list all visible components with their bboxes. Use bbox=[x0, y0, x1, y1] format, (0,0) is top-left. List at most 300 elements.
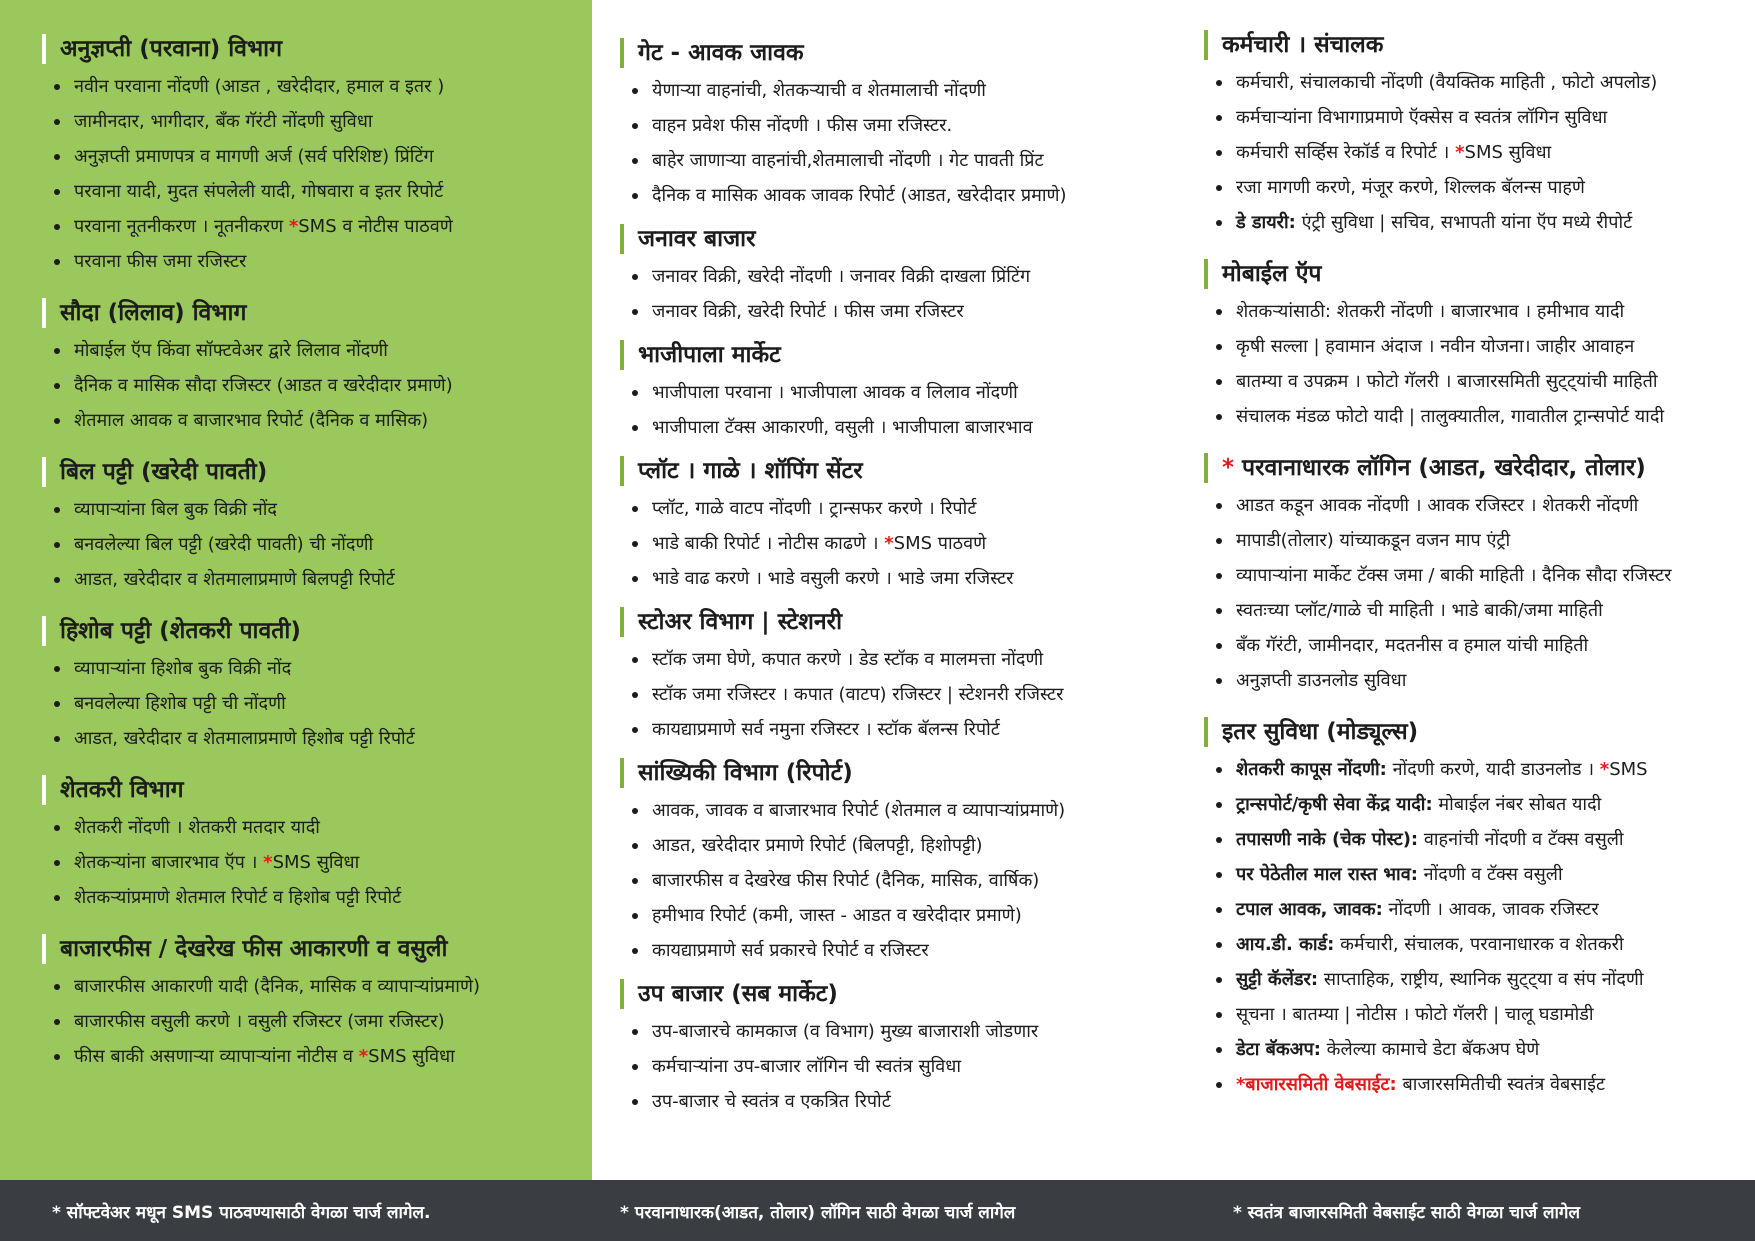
bullet-icon bbox=[632, 692, 638, 698]
feature-item bbox=[48, 528, 574, 563]
section-title-text: बाजारफीस / देखरेख फीस आकारणी व वसुली bbox=[60, 936, 448, 962]
bullet-icon bbox=[1216, 185, 1222, 191]
feature-list bbox=[1204, 489, 1747, 699]
feature-item-text: शेतकऱ्यांसाठी: शेतकरी नोंदणी । बाजारभाव । हमीभाव यादी bbox=[1236, 301, 1625, 322]
feature-item bbox=[626, 527, 1176, 562]
bullet-icon bbox=[632, 948, 638, 954]
feature-section bbox=[42, 34, 574, 280]
feature-item bbox=[48, 404, 574, 439]
feature-item-text: आडत, खरेदीदार व शेतमालाप्रमाणे बिलपट्टी रिपोर्ट bbox=[74, 569, 395, 590]
feature-item bbox=[48, 493, 574, 528]
feature-item bbox=[1210, 928, 1747, 963]
feature-section bbox=[620, 758, 1176, 969]
feature-item bbox=[48, 70, 574, 105]
feature-item-text: आडत कडून आवक नोंदणी । आवक रजिस्टर । शेतकरी नोंदणी bbox=[1236, 495, 1639, 516]
bullet-icon bbox=[54, 1019, 60, 1025]
feature-item-text: कर्मचाऱ्यांना उप-बाजार लॉगिन ची स्वतंत्र सुविधा bbox=[652, 1056, 962, 1077]
feature-item-text: स्टॉक जमा रजिस्टर । कपात (वाटप) रजिस्टर | स्टेशनरी रजिस्टर bbox=[652, 684, 1064, 705]
bullet-icon bbox=[54, 542, 60, 548]
bullet-icon bbox=[1216, 802, 1222, 808]
bullet-icon bbox=[1216, 80, 1222, 86]
feature-item-text: बाहेर जाणाऱ्या वाहनांची,शेतमालाची नोंदणी । गेट पावती प्रिंट bbox=[652, 150, 1044, 171]
feature-item bbox=[48, 175, 574, 210]
feature-list bbox=[1204, 753, 1747, 1103]
feature-item bbox=[48, 1040, 574, 1075]
asterisk-mark: * bbox=[288, 216, 299, 237]
column-left bbox=[0, 0, 592, 1180]
section-title bbox=[42, 457, 574, 487]
feature-item-label: शेतकरी कापूस नोंदणी: bbox=[1236, 759, 1387, 780]
feature-list bbox=[620, 1015, 1176, 1120]
bullet-icon bbox=[632, 1099, 638, 1105]
bullet-icon bbox=[54, 825, 60, 831]
bullet-icon bbox=[632, 1064, 638, 1070]
bullet-icon bbox=[54, 383, 60, 389]
feature-item bbox=[1210, 1033, 1747, 1068]
asterisk-mark: * bbox=[1222, 455, 1243, 481]
feature-section bbox=[1204, 453, 1747, 699]
feature-item-text: प्लॉट, गाळे वाटप नोंदणी । ट्रान्सफर करणे । रिपोर्ट bbox=[652, 498, 977, 519]
feature-section bbox=[620, 340, 1176, 446]
feature-item bbox=[1210, 295, 1747, 330]
bullet-icon bbox=[54, 507, 60, 513]
bullet-icon bbox=[632, 88, 638, 94]
section-title bbox=[620, 224, 1176, 254]
feature-item bbox=[1210, 594, 1747, 629]
feature-item-text: भाजीपाला परवाना । भाजीपाला आवक व लिलाव नोंदणी bbox=[652, 382, 1018, 403]
feature-list bbox=[620, 260, 1176, 330]
feature-section bbox=[1204, 717, 1747, 1103]
feature-item-text: कर्मचारी, संचालकाची नोंदणी (वैयक्तिक माहिती , फोटो अपलोड) bbox=[1236, 72, 1658, 93]
feature-item bbox=[626, 1015, 1176, 1050]
bullet-icon bbox=[1216, 538, 1222, 544]
feature-item-text: कायद्याप्रमाणे सर्व नमुना रजिस्टर । स्टॉक बॅलन्स रिपोर्ट bbox=[652, 719, 1000, 740]
feature-item bbox=[1210, 664, 1747, 699]
feature-item-label: आय.डी. कार्ड: bbox=[1236, 934, 1335, 955]
feature-item-text: व्यापाऱ्यांना बिल बुक विक्री नोंद bbox=[74, 499, 277, 520]
section-title bbox=[620, 456, 1176, 486]
bullet-icon bbox=[54, 119, 60, 125]
feature-item bbox=[1210, 963, 1747, 998]
feature-item bbox=[626, 794, 1176, 829]
feature-item bbox=[48, 846, 574, 881]
asterisk-mark: * bbox=[263, 852, 273, 873]
feature-item bbox=[1210, 1068, 1747, 1103]
feature-item-text: येणाऱ्या वाहनांची, शेतकऱ्याची व शेतमालाची नोंदणी bbox=[652, 80, 986, 101]
feature-item bbox=[626, 492, 1176, 527]
section-title-text: अनुज्ञप्ती (परवाना) विभाग bbox=[60, 36, 283, 62]
feature-item-text: स्वतःच्या प्लॉट/गाळे ची माहिती । भाडे बाकी/जमा माहिती bbox=[1236, 600, 1603, 621]
bullet-icon bbox=[632, 309, 638, 315]
feature-list bbox=[42, 70, 574, 280]
feature-item bbox=[48, 652, 574, 687]
section-title-text: बिल पट्टी (खरेदी पावती) bbox=[60, 459, 268, 485]
feature-item-label: डेटा बॅकअप: bbox=[1236, 1039, 1321, 1060]
bullet-icon bbox=[1216, 379, 1222, 385]
feature-section bbox=[1204, 30, 1747, 241]
feature-section bbox=[42, 616, 574, 757]
feature-item bbox=[1210, 893, 1747, 928]
footer-note-website: * स्वतंत्र बाजारसमिती वेबसाईट साठी वेगळा चार्ज लागेल bbox=[1233, 1203, 1581, 1223]
feature-item-text: कृषी सल्ला | हवामान अंदाज । नवीन योजना। जाहीर आवाहन bbox=[1236, 336, 1635, 357]
feature-section bbox=[42, 775, 574, 916]
feature-item-text: हमीभाव रिपोर्ट (कमी, जास्त - आडत व खरेदीदार प्रमाणे) bbox=[652, 905, 1022, 926]
feature-item-text: आवक, जावक व बाजारभाव रिपोर्ट (शेतमाल व व्यापाऱ्यांप्रमाणे) bbox=[652, 800, 1066, 821]
bullet-icon bbox=[1216, 220, 1222, 226]
bullet-icon bbox=[1216, 150, 1222, 156]
feature-item-label: टपाल आवक, जावक: bbox=[1236, 899, 1383, 920]
bullet-icon bbox=[632, 808, 638, 814]
feature-item-suffix: SMS bbox=[1609, 759, 1648, 780]
feature-item-label: तपासणी नाके (चेक पोस्ट): bbox=[1236, 829, 1419, 850]
section-title bbox=[620, 340, 1176, 370]
section-title bbox=[620, 38, 1176, 68]
feature-list bbox=[620, 492, 1176, 597]
feature-item bbox=[48, 245, 574, 280]
feature-item-text: कर्मचारी सर्व्हिस रेकॉर्ड व रिपोर्ट । bbox=[1236, 142, 1456, 163]
footer-note-sms: * सॉफ्टवेअर मधून SMS पाठवण्यासाठी वेगळा चार्ज लागेल. bbox=[52, 1203, 431, 1223]
feature-item bbox=[1210, 206, 1747, 241]
feature-list bbox=[620, 376, 1176, 446]
feature-item-text: कायद्याप्रमाणे सर्व प्रकारचे रिपोर्ट व रजिस्टर bbox=[652, 940, 929, 961]
feature-item-text: जनावर विक्री, खरेदी रिपोर्ट । फीस जमा रजिस्टर bbox=[652, 301, 964, 322]
section-title-text: सांख्यिकी विभाग (रिपोर्ट) bbox=[638, 760, 853, 786]
bullet-icon bbox=[632, 274, 638, 280]
feature-item bbox=[1210, 66, 1747, 101]
feature-item-text: व्यापाऱ्यांना हिशोब बुक विक्री नोंद bbox=[74, 658, 292, 679]
asterisk-mark: * bbox=[1455, 142, 1465, 163]
feature-item-text: बनवलेल्या हिशोब पट्टी ची नोंदणी bbox=[74, 693, 286, 714]
feature-item bbox=[1210, 171, 1747, 206]
feature-item bbox=[48, 1005, 574, 1040]
section-title-text: मोबाईल ऍप bbox=[1222, 261, 1322, 287]
feature-item bbox=[1210, 858, 1747, 893]
bullet-icon bbox=[1216, 115, 1222, 121]
feature-item-text: भाडे वाढ करणे । भाडे वसुली करणे । भाडे जमा रजिस्टर bbox=[652, 568, 1014, 589]
feature-item-text: जामीनदार, भागीदार, बँक गॅरंटी नोंदणी सुविधा bbox=[74, 111, 373, 132]
feature-item-suffix: SMS पाठवणे bbox=[893, 533, 987, 554]
feature-section bbox=[620, 456, 1176, 597]
feature-item bbox=[1210, 101, 1747, 136]
bullet-icon bbox=[1216, 1082, 1222, 1088]
bullet-icon bbox=[632, 390, 638, 396]
bullet-icon bbox=[54, 224, 60, 230]
feature-list bbox=[42, 334, 574, 439]
section-title-text: गेट - आवक जावक bbox=[638, 40, 804, 66]
bullet-icon bbox=[1216, 1012, 1222, 1018]
bullet-icon bbox=[54, 701, 60, 707]
feature-list bbox=[620, 643, 1176, 748]
section-title bbox=[620, 607, 1176, 637]
feature-item-text: उप-बाजार चे स्वतंत्र व एकत्रित रिपोर्ट bbox=[652, 1091, 891, 1112]
section-title-text: उप बाजार (सब मार्केट) bbox=[638, 981, 838, 1007]
feature-item bbox=[626, 829, 1176, 864]
feature-item bbox=[48, 105, 574, 140]
feature-item bbox=[626, 109, 1176, 144]
section-title bbox=[42, 298, 574, 328]
feature-item-suffix: SMS व नोटीस पाठवणे bbox=[298, 216, 453, 237]
footer-note-login: * परवानाधारक(आडत, तोलार) लॉगिन साठी वेगळा चार्ज लागेल bbox=[620, 1203, 1016, 1223]
feature-item-text: शेतमाल आवक व बाजारभाव रिपोर्ट (दैनिक व मासिक) bbox=[74, 410, 429, 431]
bullet-icon bbox=[632, 913, 638, 919]
feature-item bbox=[48, 210, 574, 245]
feature-item-text: जनावर विक्री, खरेदी नोंदणी । जनावर विक्री दाखला प्रिंटिंग bbox=[652, 266, 1031, 287]
section-title-text: शेतकरी विभाग bbox=[60, 777, 184, 803]
feature-item-text: दैनिक व मासिक आवक जावक रिपोर्ट (आडत, खरेदीदार प्रमाणे) bbox=[652, 185, 1067, 206]
feature-item bbox=[48, 687, 574, 722]
feature-item-label: पर पेठेतील माल रास्त भाव: bbox=[1236, 864, 1418, 885]
feature-item bbox=[626, 411, 1176, 446]
bullet-icon bbox=[54, 666, 60, 672]
bullet-icon bbox=[632, 843, 638, 849]
bullet-icon bbox=[632, 425, 638, 431]
section-title-text: कर्मचारी । संचालक bbox=[1222, 32, 1384, 58]
feature-item bbox=[626, 562, 1176, 597]
bullet-icon bbox=[632, 541, 638, 547]
feature-item-text: सूचना । बातम्या | नोटीस । फोटो गॅलरी | चालू घडामोडी bbox=[1236, 1004, 1594, 1025]
section-title bbox=[1204, 30, 1747, 60]
feature-item-text: रजा मागणी करणे, मंजूर करणे, शिल्लक बॅलन्स पाहणे bbox=[1236, 177, 1585, 198]
bullet-icon bbox=[1216, 678, 1222, 684]
feature-item-text: साप्ताहिक, राष्ट्रीय, स्थानिक सुट्ट्या व संप नोंदणी bbox=[1318, 969, 1644, 990]
section-title bbox=[42, 775, 574, 805]
column-middle bbox=[598, 0, 1188, 1180]
feature-item bbox=[1210, 788, 1747, 823]
feature-item-text: स्टॉक जमा घेणे, कपात करणे । डेड स्टॉक व मालमत्ता नोंदणी bbox=[652, 649, 1044, 670]
bullet-icon bbox=[1216, 977, 1222, 983]
feature-item bbox=[626, 260, 1176, 295]
feature-item bbox=[48, 369, 574, 404]
section-title-text: सौदा (लिलाव) विभाग bbox=[60, 300, 247, 326]
section-title bbox=[42, 616, 574, 646]
bullet-icon bbox=[1216, 344, 1222, 350]
feature-item bbox=[626, 864, 1176, 899]
feature-list bbox=[42, 970, 574, 1075]
column-right bbox=[1192, 0, 1755, 1180]
bullet-icon bbox=[632, 576, 638, 582]
feature-list bbox=[620, 794, 1176, 969]
section-title-text: इतर सुविधा (मोड्यूल्स) bbox=[1222, 719, 1419, 745]
bullet-icon bbox=[632, 727, 638, 733]
feature-item bbox=[626, 934, 1176, 969]
feature-item-text: बातम्या व उपक्रम । फोटो गॅलरी । बाजारसमिती सुट्ट्यांची माहिती bbox=[1236, 371, 1658, 392]
feature-item bbox=[626, 376, 1176, 411]
bullet-icon bbox=[54, 154, 60, 160]
feature-item bbox=[1210, 365, 1747, 400]
feature-item bbox=[1210, 489, 1747, 524]
bullet-icon bbox=[632, 506, 638, 512]
feature-item-text: अनुज्ञप्ती डाउनलोड सुविधा bbox=[1236, 670, 1407, 691]
section-title-text: हिशोब पट्टी (शेतकरी पावती) bbox=[60, 618, 301, 644]
bullet-icon bbox=[1216, 414, 1222, 420]
feature-item-text: बाजारफीस वसुली करणे । वसुली रजिस्टर (जमा रजिस्टर) bbox=[74, 1011, 445, 1032]
feature-section bbox=[1204, 259, 1747, 435]
section-title bbox=[1204, 259, 1747, 289]
feature-section bbox=[620, 38, 1176, 214]
bullet-icon bbox=[1216, 643, 1222, 649]
feature-item bbox=[1210, 753, 1747, 788]
feature-item bbox=[1210, 330, 1747, 365]
feature-item-text: नोंदणी करणे, यादी डाउनलोड । bbox=[1386, 759, 1600, 780]
feature-item-text: आडत, खरेदीदार प्रमाणे रिपोर्ट (बिलपट्टी, हिशोपट्टी) bbox=[652, 835, 983, 856]
feature-item-text: मोबाईल नंबर सोबत यादी bbox=[1432, 794, 1602, 815]
feature-item-text: मापाडी(तोलार) यांच्याकडून वजन माप एंट्री bbox=[1236, 530, 1511, 551]
bullet-icon bbox=[54, 736, 60, 742]
feature-item-text: बाजारसमितीची स्वतंत्र वेबसाईट bbox=[1396, 1074, 1606, 1095]
bullet-icon bbox=[54, 259, 60, 265]
feature-item-text: कर्मचाऱ्यांना विभागाप्रमाणे ऍक्सेस व स्वतंत्र लॉगिन सुविधा bbox=[1236, 107, 1608, 128]
bullet-icon bbox=[54, 84, 60, 90]
section-title-text: परवानाधारक लॉगिन (आडत, खरेदीदार, तोलार) bbox=[1242, 455, 1646, 481]
feature-item-text: बाजारफीस आकारणी यादी (दैनिक, मासिक व व्यापाऱ्यांप्रमाणे) bbox=[74, 976, 480, 997]
section-title bbox=[1204, 453, 1747, 483]
feature-item-text: कर्मचारी, संचालक, परवानाधारक व शेतकरी bbox=[1334, 934, 1624, 955]
feature-section bbox=[42, 457, 574, 598]
feature-section bbox=[42, 298, 574, 439]
feature-item-text: व्यापाऱ्यांना मार्केट टॅक्स जमा / बाकी माहिती । दैनिक सौदा रजिस्टर bbox=[1236, 565, 1672, 586]
bullet-icon bbox=[632, 158, 638, 164]
feature-item-text: बँक गॅरंटी, जामीनदार, मदतनीस व हमाल यांची माहिती bbox=[1236, 635, 1589, 656]
section-title bbox=[1204, 717, 1747, 747]
bullet-icon bbox=[1216, 608, 1222, 614]
feature-item-text: परवाना यादी, मुदत संपलेली यादी, गोषवारा व इतर रिपोर्ट bbox=[74, 181, 444, 202]
feature-item-suffix: SMS सुविधा bbox=[272, 852, 360, 873]
feature-item bbox=[626, 713, 1176, 748]
feature-item bbox=[626, 1085, 1176, 1120]
feature-list bbox=[620, 74, 1176, 214]
feature-item bbox=[626, 643, 1176, 678]
feature-list bbox=[42, 652, 574, 757]
feature-item bbox=[626, 295, 1176, 330]
feature-item-text: फीस बाकी असणाऱ्या व्यापाऱ्यांना नोटीस व bbox=[74, 1046, 359, 1067]
feature-item bbox=[1210, 400, 1747, 435]
bullet-icon bbox=[54, 189, 60, 195]
section-title bbox=[620, 979, 1176, 1009]
bullet-icon bbox=[54, 984, 60, 990]
bullet-icon bbox=[54, 348, 60, 354]
feature-item-label: डे डायरी: bbox=[1236, 212, 1296, 233]
feature-item bbox=[48, 140, 574, 175]
bullet-icon bbox=[1216, 942, 1222, 948]
section-title bbox=[620, 758, 1176, 788]
bullet-icon bbox=[1216, 767, 1222, 773]
feature-item-text: मोबाईल ऍप किंवा सॉफ्टवेअर द्वारे लिलाव नोंदणी bbox=[74, 340, 388, 361]
feature-item-text: परवाना नूतनीकरण । नूतनीकरण bbox=[74, 216, 289, 237]
bullet-icon bbox=[632, 878, 638, 884]
feature-section bbox=[42, 934, 574, 1075]
bullet-icon bbox=[1216, 872, 1222, 878]
feature-item bbox=[1210, 559, 1747, 594]
feature-item-text: भाडे बाकी रिपोर्ट । नोटीस काढणे । bbox=[652, 533, 885, 554]
footer-bar bbox=[0, 1180, 1755, 1241]
feature-item bbox=[1210, 998, 1747, 1033]
feature-item bbox=[626, 144, 1176, 179]
feature-item bbox=[48, 722, 574, 757]
feature-item bbox=[48, 334, 574, 369]
feature-item-text: एंट्री सुविधा | सचिव, सभापती यांना ऍप मध्ये रीपोर्ट bbox=[1295, 212, 1633, 233]
feature-item bbox=[48, 970, 574, 1005]
bullet-icon bbox=[632, 193, 638, 199]
feature-item-label: ट्रान्सपोर्ट/कृषी सेवा केंद्र यादी: bbox=[1236, 794, 1433, 815]
feature-item bbox=[48, 811, 574, 846]
feature-section bbox=[620, 979, 1176, 1120]
feature-item-text: उप-बाजारचे कामकाज (व विभाग) मुख्य बाजाराशी जोडणार bbox=[652, 1021, 1039, 1042]
feature-item bbox=[1210, 136, 1747, 171]
feature-item bbox=[626, 179, 1176, 214]
feature-item bbox=[626, 1050, 1176, 1085]
feature-list bbox=[1204, 66, 1747, 241]
feature-item-text: दैनिक व मासिक सौदा रजिस्टर (आडत व खरेदीदार प्रमाणे) bbox=[74, 375, 453, 396]
bullet-icon bbox=[1216, 573, 1222, 579]
bullet-icon bbox=[1216, 503, 1222, 509]
feature-item-suffix: SMS सुविधा bbox=[368, 1046, 455, 1067]
feature-item-label: सुट्टी कॅलेंडर: bbox=[1236, 969, 1319, 990]
feature-item-text: शेतकऱ्यांना बाजारभाव ऍप । bbox=[74, 852, 264, 873]
feature-item bbox=[626, 678, 1176, 713]
bullet-icon bbox=[632, 1029, 638, 1035]
feature-item-highlight: *बाजारसमिती वेबसाईट: bbox=[1236, 1074, 1397, 1095]
asterisk-mark: * bbox=[358, 1046, 369, 1067]
feature-item-suffix: SMS सुविधा bbox=[1464, 142, 1552, 163]
feature-item-text: वाहन प्रवेश फीस नोंदणी । फीस जमा रजिस्टर. bbox=[652, 115, 953, 136]
feature-item-text: आडत, खरेदीदार व शेतमालाप्रमाणे हिशोब पट्टी रिपोर्ट bbox=[74, 728, 415, 749]
asterisk-mark: * bbox=[1599, 759, 1610, 780]
feature-list bbox=[1204, 295, 1747, 435]
feature-item bbox=[626, 899, 1176, 934]
bullet-icon bbox=[54, 418, 60, 424]
feature-item-text: बनवलेल्या बिल पट्टी (खरेदी पावती) ची नोंदणी bbox=[74, 534, 374, 555]
feature-item bbox=[48, 563, 574, 598]
feature-item-text: बाजारफीस व देखरेख फीस रिपोर्ट (दैनिक, मासिक, वार्षिक) bbox=[652, 870, 1040, 891]
feature-item bbox=[1210, 629, 1747, 664]
bullet-icon bbox=[54, 577, 60, 583]
feature-item bbox=[48, 881, 574, 916]
bullet-icon bbox=[632, 657, 638, 663]
feature-item-text: भाजीपाला टॅक्स आकारणी, वसुली । भाजीपाला बाजारभाव bbox=[652, 417, 1033, 438]
bullet-icon bbox=[632, 123, 638, 129]
feature-item-text: नोंदणी । आवक, जावक रजिस्टर bbox=[1382, 899, 1599, 920]
section-title-text: स्टोअर विभाग | स्टेशनरी bbox=[638, 609, 843, 635]
bullet-icon bbox=[1216, 837, 1222, 843]
feature-item bbox=[626, 74, 1176, 109]
feature-item-text: संचालक मंडळ फोटो यादी | तालुक्यातील, गावातील ट्रान्सपोर्ट यादी bbox=[1236, 406, 1665, 427]
section-title bbox=[42, 34, 574, 64]
bullet-icon bbox=[54, 895, 60, 901]
feature-item-text: अनुज्ञप्ती प्रमाणपत्र व मागणी अर्ज (सर्व परिशिष्ट) प्रिंटिंग bbox=[74, 146, 434, 167]
bullet-icon bbox=[1216, 907, 1222, 913]
bullet-icon bbox=[1216, 309, 1222, 315]
bullet-icon bbox=[54, 860, 60, 866]
section-title bbox=[42, 934, 574, 964]
feature-list bbox=[42, 811, 574, 916]
bullet-icon bbox=[54, 1054, 60, 1060]
feature-item-text: वाहनांची नोंदणी व टॅक्स वसुली bbox=[1418, 829, 1624, 850]
section-title-text: जनावर बाजार bbox=[638, 226, 756, 252]
feature-item-text: नोंदणी व टॅक्स वसुली bbox=[1417, 864, 1563, 885]
feature-item-text: शेतकऱ्यांप्रमाणे शेतमाल रिपोर्ट व हिशोब पट्टी रिपोर्ट bbox=[74, 887, 402, 908]
feature-section bbox=[620, 607, 1176, 748]
feature-item bbox=[1210, 823, 1747, 858]
feature-item-text: परवाना फीस जमा रजिस्टर bbox=[74, 251, 247, 272]
section-title-text: प्लॉट । गाळे । शॉपिंग सेंटर bbox=[638, 458, 863, 484]
feature-list bbox=[42, 493, 574, 598]
feature-item-text: नवीन परवाना नोंदणी (आडत , खरेदीदार, हमाल व इतर ) bbox=[74, 76, 445, 97]
feature-item bbox=[1210, 524, 1747, 559]
feature-item-text: शेतकरी नोंदणी । शेतकरी मतदार यादी bbox=[74, 817, 320, 838]
section-title-text: भाजीपाला मार्केट bbox=[638, 342, 781, 368]
feature-section bbox=[620, 224, 1176, 330]
feature-item-text: केलेल्या कामाचे डेटा बॅकअप घेणे bbox=[1320, 1039, 1540, 1060]
